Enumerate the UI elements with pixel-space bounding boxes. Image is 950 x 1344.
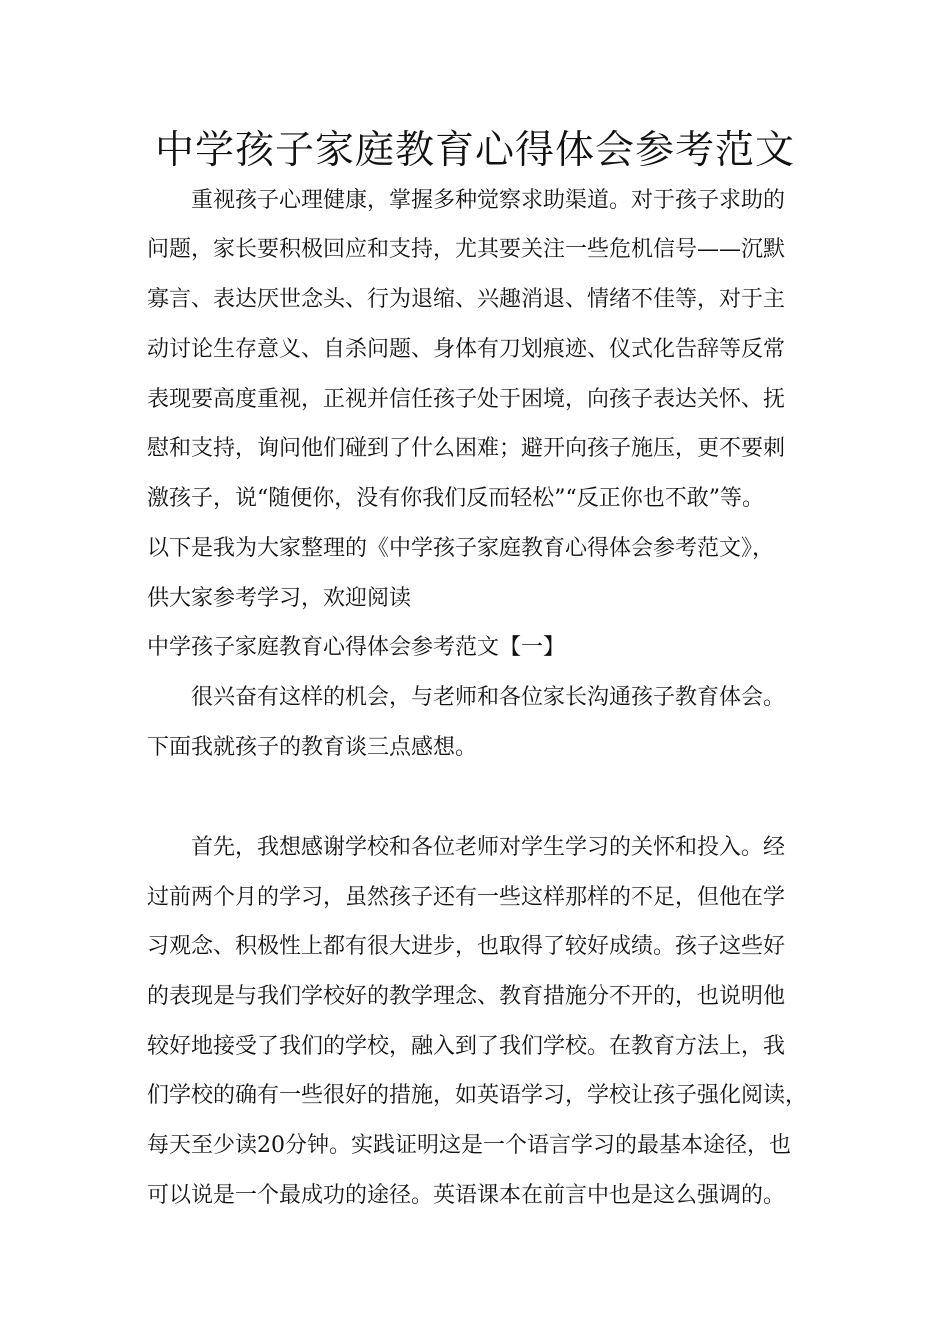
paragraph-line: 每天至少读20分钟。实践证明这是一个语言学习的最基本途径，也: [147, 1133, 791, 1158]
paragraph-line: 们学校的确有一些很好的措施，如英语学习，学校让孩子强化阅读，: [147, 1083, 808, 1108]
paragraph-line: 动讨论生存意义、自杀问题、身体有刀划痕迹、仪式化告辞等反常: [147, 337, 786, 362]
paragraph-line: 可以说是一个最成功的途径。英语课本在前言中也是这么强调的。: [147, 1183, 786, 1208]
paragraph-line: 慰和支持，询问他们碰到了什么困难；避开向孩子施压，更不要刺: [147, 436, 786, 461]
paragraph-line: 寡言、表达厌世念头、行为退缩、兴趣消退、情绪不佳等，对于主: [147, 287, 786, 312]
paragraph-line: 下面我就孩子的教育谈三点感想。: [147, 735, 478, 760]
paragraph-line: 激孩子，说“随便你，没有你我们反而轻松”“反正你也不敢”等。: [147, 486, 764, 511]
paragraph-line: 过前两个月的学习，虽然孩子还有一些这样那样的不足，但他在学: [147, 885, 786, 910]
paragraph-line: 较好地接受了我们的学校，融入到了我们学校。在教育方法上，我: [147, 1034, 786, 1059]
paragraph-line: 重视孩子心理健康，掌握多种觉察求助渠道。对于孩子求助的: [191, 188, 786, 213]
paragraph-line: 以下是我为大家整理的《中学孩子家庭教育心得体会参考范文》，: [147, 536, 775, 561]
paragraph-line: 供大家参考学习，欢迎阅读: [147, 586, 412, 611]
section-heading: 中学孩子家庭教育心得体会参考范文【一】: [147, 635, 566, 660]
paragraph-line: 表现要高度重视，正视并信任孩子处于困境，向孩子表达关怀、抚: [147, 387, 786, 412]
paragraph-line: 很兴奋有这样的机会，与老师和各位家长沟通孩子教育体会。: [191, 685, 786, 710]
document-title: 中学孩子家庭教育心得体会参考范文: [154, 128, 795, 173]
paragraph-line: 问题，家长要积极回应和支持，尤其要关注一些危机信号——沉默: [147, 237, 786, 262]
paragraph-line: 的表现是与我们学校好的教学理念、教育措施分不开的，也说明他: [147, 984, 786, 1009]
paragraph-line: 习观念、积极性上都有很大进步，也取得了较好成绩。孩子这些好: [147, 934, 786, 959]
paragraph-line: 首先，我想感谢学校和各位老师对学生学习的关怀和投入。经: [191, 835, 786, 860]
